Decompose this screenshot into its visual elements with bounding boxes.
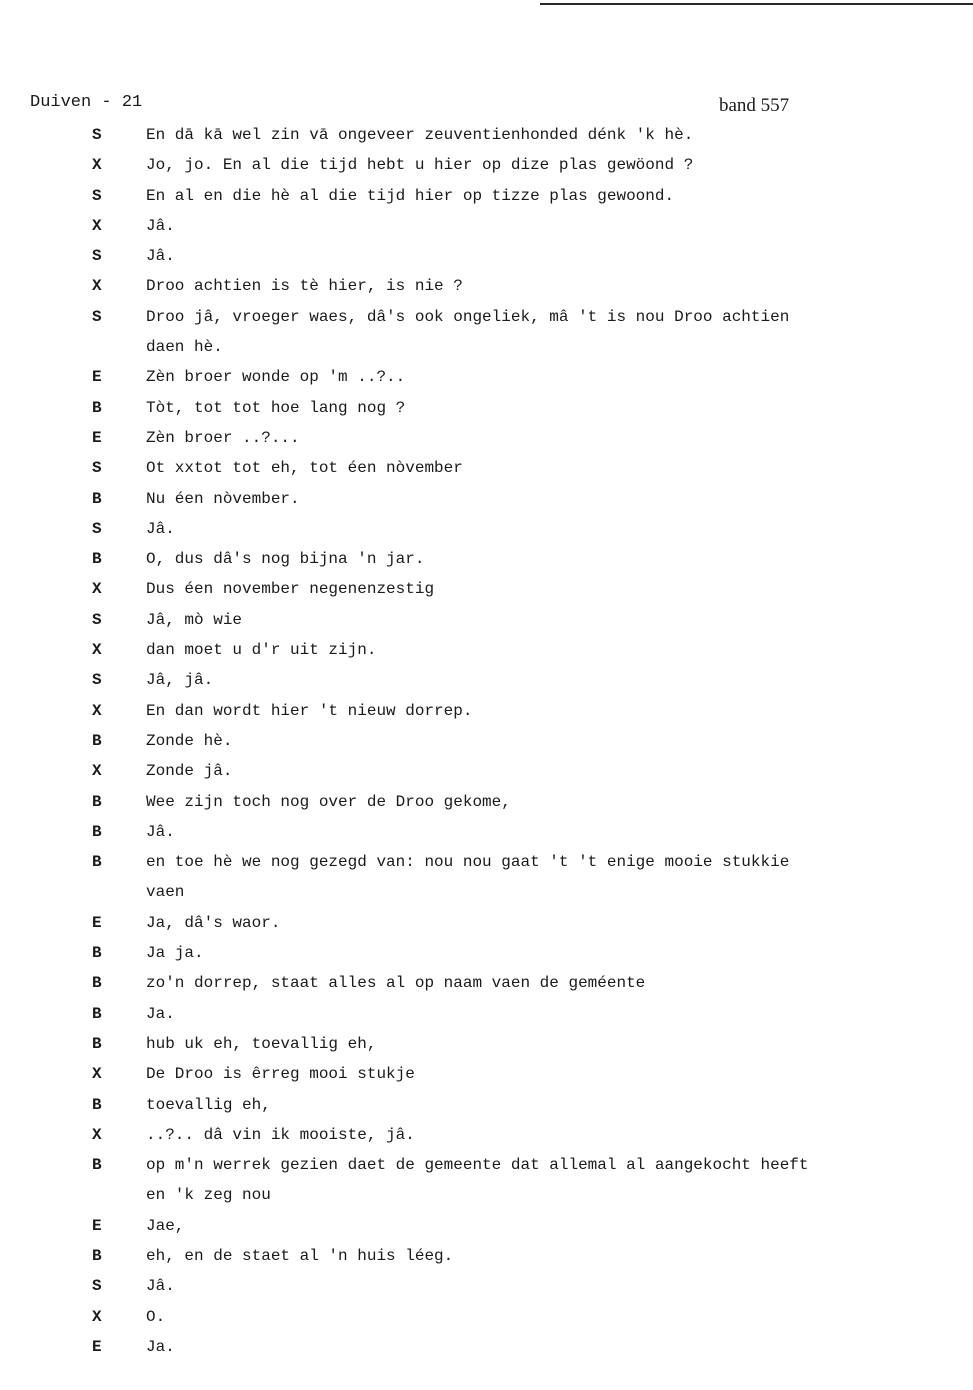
top-rule: [540, 3, 973, 5]
utterance-text: toevallig eh,: [146, 1095, 271, 1114]
speaker-label: S: [92, 1277, 102, 1296]
speaker-label: X: [92, 762, 102, 781]
transcript-line: [0, 306, 973, 336]
transcript-line: [0, 1245, 973, 1275]
transcript-line: [0, 1336, 973, 1366]
utterance-text: vaen: [146, 883, 185, 902]
utterance-text: Jâ.: [146, 1277, 175, 1296]
utterance-text: Ot xxtot tot eh, tot éen nòvember: [146, 459, 463, 478]
utterance-text: Ja.: [146, 1337, 175, 1356]
transcript-line: [0, 972, 973, 1002]
transcript-line: [0, 548, 973, 578]
utterance-text: Ja ja.: [146, 944, 204, 963]
transcript-line: [0, 1124, 973, 1154]
transcript-line: [0, 245, 973, 275]
utterance-text: Jâ, mò wie: [146, 610, 243, 629]
speaker-label: X: [92, 1125, 102, 1144]
utterance-text: O, dus dâ's nog bijna 'n jar.: [146, 550, 425, 569]
transcript-line: [0, 1063, 973, 1093]
utterance-text: zo'n dorrep, staat alles al op naam vaen de geméente: [146, 974, 646, 993]
speaker-label: B: [92, 1156, 102, 1175]
speaker-label: B: [92, 550, 102, 569]
utterance-text: De Droo is êrreg mooi stukje: [146, 1065, 415, 1084]
page-header-band: band 557: [719, 95, 790, 116]
speaker-label: X: [92, 641, 102, 660]
utterance-text: Droo jâ, vroeger waes, dâ's ook ongeliek, mâ 't is nou Droo achtien: [146, 307, 790, 326]
utterance-text: Tòt, tot tot hoe lang nog ?: [146, 398, 406, 417]
transcript-line: [0, 669, 973, 699]
speaker-label: B: [92, 731, 102, 750]
transcript-line: [0, 366, 973, 396]
speaker-label: B: [92, 853, 102, 872]
utterance-text: Nu éen nòvember.: [146, 489, 300, 508]
utterance-text: op m'n werrek gezien daet de gemeente dat allemal al aangekocht heeft: [146, 1156, 809, 1175]
transcript-line: [0, 700, 973, 730]
transcript-line: [0, 730, 973, 760]
utterance-text: Jâ.: [146, 247, 175, 266]
transcript-line: [0, 397, 973, 427]
speaker-label: S: [92, 610, 102, 629]
speaker-label: B: [92, 974, 102, 993]
speaker-label: B: [92, 944, 102, 963]
speaker-label: E: [92, 913, 102, 932]
transcript-line: [0, 760, 973, 790]
utterance-text: Jâ.: [146, 216, 175, 235]
speaker-label: X: [92, 277, 102, 296]
speaker-label: S: [92, 459, 102, 478]
transcript-line: [0, 851, 973, 881]
speaker-label: S: [92, 247, 102, 266]
speaker-label: B: [92, 1095, 102, 1114]
utterance-text: En dan wordt hier 't nieuw dorrep.: [146, 701, 473, 720]
utterance-text: Ja.: [146, 1004, 175, 1023]
transcript-line-continuation: [0, 881, 973, 911]
speaker-label: S: [92, 671, 102, 690]
utterance-text: dan moet u d'r uit zijn.: [146, 641, 377, 660]
speaker-label: B: [92, 822, 102, 841]
page-header-title: Duiven - 21: [30, 93, 143, 112]
transcript-line-continuation: [0, 1184, 973, 1214]
speaker-label: B: [92, 1246, 102, 1265]
transcript-line: [0, 124, 973, 154]
utterance-text: hub uk eh, toevallig eh,: [146, 1034, 377, 1053]
speaker-label: X: [92, 216, 102, 235]
utterance-text: eh, en de staet al 'n huis léeg.: [146, 1246, 454, 1265]
speaker-label: X: [92, 580, 102, 599]
transcript-line: [0, 1275, 973, 1305]
transcript-line: [0, 912, 973, 942]
utterance-text: Jo, jo. En al die tijd hebt u hier op dize plas gewöond ?: [146, 156, 694, 175]
speaker-label: B: [92, 1004, 102, 1023]
utterance-text: Wee zijn toch nog over de Droo gekome,: [146, 792, 511, 811]
transcript-line: [0, 1033, 973, 1063]
speaker-label: B: [92, 398, 102, 417]
transcript-line: [0, 1094, 973, 1124]
transcript-line: [0, 215, 973, 245]
transcript-line: [0, 578, 973, 608]
speaker-label: E: [92, 428, 102, 447]
transcript-line: [0, 609, 973, 639]
utterance-text: Jae,: [146, 1216, 185, 1235]
speaker-label: S: [92, 186, 102, 205]
utterance-text: Dus éen november negenenzestig: [146, 580, 435, 599]
utterance-text: Zonde hè.: [146, 731, 233, 750]
transcript-line: [0, 942, 973, 972]
utterance-text: Ja, dâ's waor.: [146, 913, 281, 932]
speaker-label: X: [92, 156, 102, 175]
transcript-line: [0, 457, 973, 487]
utterance-text: Jâ, jâ.: [146, 671, 214, 690]
utterance-text: Zèn broer ..?...: [146, 428, 300, 447]
speaker-label: X: [92, 1065, 102, 1084]
transcript-line: [0, 1003, 973, 1033]
speaker-label: E: [92, 1216, 102, 1235]
utterance-text: Jâ.: [146, 519, 175, 538]
utterance-text: en toe hè we nog gezegd van: nou nou gaat 't 't enige mooie stukkie: [146, 853, 790, 872]
transcript-line: [0, 639, 973, 669]
transcript-line: [0, 1306, 973, 1336]
speaker-label: B: [92, 489, 102, 508]
transcript-line: [0, 1154, 973, 1184]
speaker-label: X: [92, 1307, 102, 1326]
transcript-line: [0, 488, 973, 518]
speaker-label: X: [92, 701, 102, 720]
transcript: [0, 124, 973, 1366]
transcript-line: [0, 1215, 973, 1245]
speaker-label: E: [92, 368, 102, 387]
transcript-line: [0, 791, 973, 821]
utterance-text: En al en die hè al die tijd hier op tizze plas gewoond.: [146, 186, 675, 205]
speaker-label: S: [92, 519, 102, 538]
transcript-line: [0, 154, 973, 184]
transcript-line: [0, 821, 973, 851]
utterance-text: Jâ.: [146, 822, 175, 841]
speaker-label: S: [92, 307, 102, 326]
utterance-text: en 'k zeg nou: [146, 1186, 271, 1205]
utterance-text: O.: [146, 1307, 166, 1326]
utterance-text: Droo achtien is tè hier, is nie ?: [146, 277, 463, 296]
transcript-line: [0, 185, 973, 215]
speaker-label: B: [92, 792, 102, 811]
utterance-text: Zonde jâ.: [146, 762, 233, 781]
transcript-line: [0, 275, 973, 305]
utterance-text: daen hè.: [146, 338, 223, 357]
transcript-line-continuation: [0, 336, 973, 366]
speaker-label: S: [92, 126, 102, 144]
transcript-line: [0, 427, 973, 457]
utterance-text: ..?.. dâ vin ik mooiste, jâ.: [146, 1125, 415, 1144]
speaker-label: B: [92, 1034, 102, 1053]
utterance-text: Zèn broer wonde op 'm ..?..: [146, 368, 406, 387]
utterance-text: En dā kā wel zin vā ongeveer zeuventienhonded dénk 'k hè.: [146, 126, 694, 144]
speaker-label: E: [92, 1337, 102, 1356]
transcript-line: [0, 518, 973, 548]
